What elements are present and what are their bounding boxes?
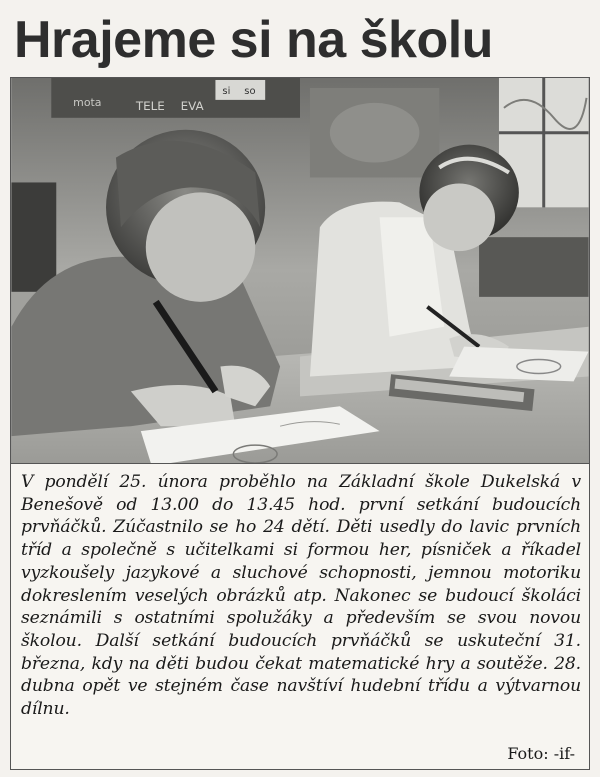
wall-poster-text: si [222, 85, 231, 97]
wall-poster-text: TELE [135, 98, 165, 113]
wall-poster-text: so [244, 85, 256, 97]
wall-poster-text: mota [73, 95, 102, 109]
photo-credit: Foto: -if- [507, 744, 575, 763]
caption-text: V pondělí 25. února proběhlo na Základní škole Dukelská v Benešově od 13.00 do 13.45 hod. první setkání budoucích prvňáčků. Zúčastnilo se ho 24 dětí. Děti usedly do lavic prvních tříd a společně s učitelkami si formou her, písniček a říkadel vyzkoušely jazykové a sluchové schopnosti, jemnou motoriku dokreslením veselých obrázků atp. Nakonec se budoucí školáci seznámili s ostatními spolužáky a především se svou novou školou. Další setkání budoucích prvňáčků se uskuteční 31. března, kdy na děti budou čekat matematické hry a soutěže. 28. dubna opět ve stejném čase navštíví hudební třídu a výtvarnou dílnu. [21, 472, 581, 720]
wall-poster-text: EVA [180, 98, 204, 113]
article-photo [10, 77, 590, 464]
article-headline: Hrajeme si na školu [14, 11, 493, 69]
photo-caption [10, 464, 590, 770]
classroom-photo [11, 78, 589, 463]
